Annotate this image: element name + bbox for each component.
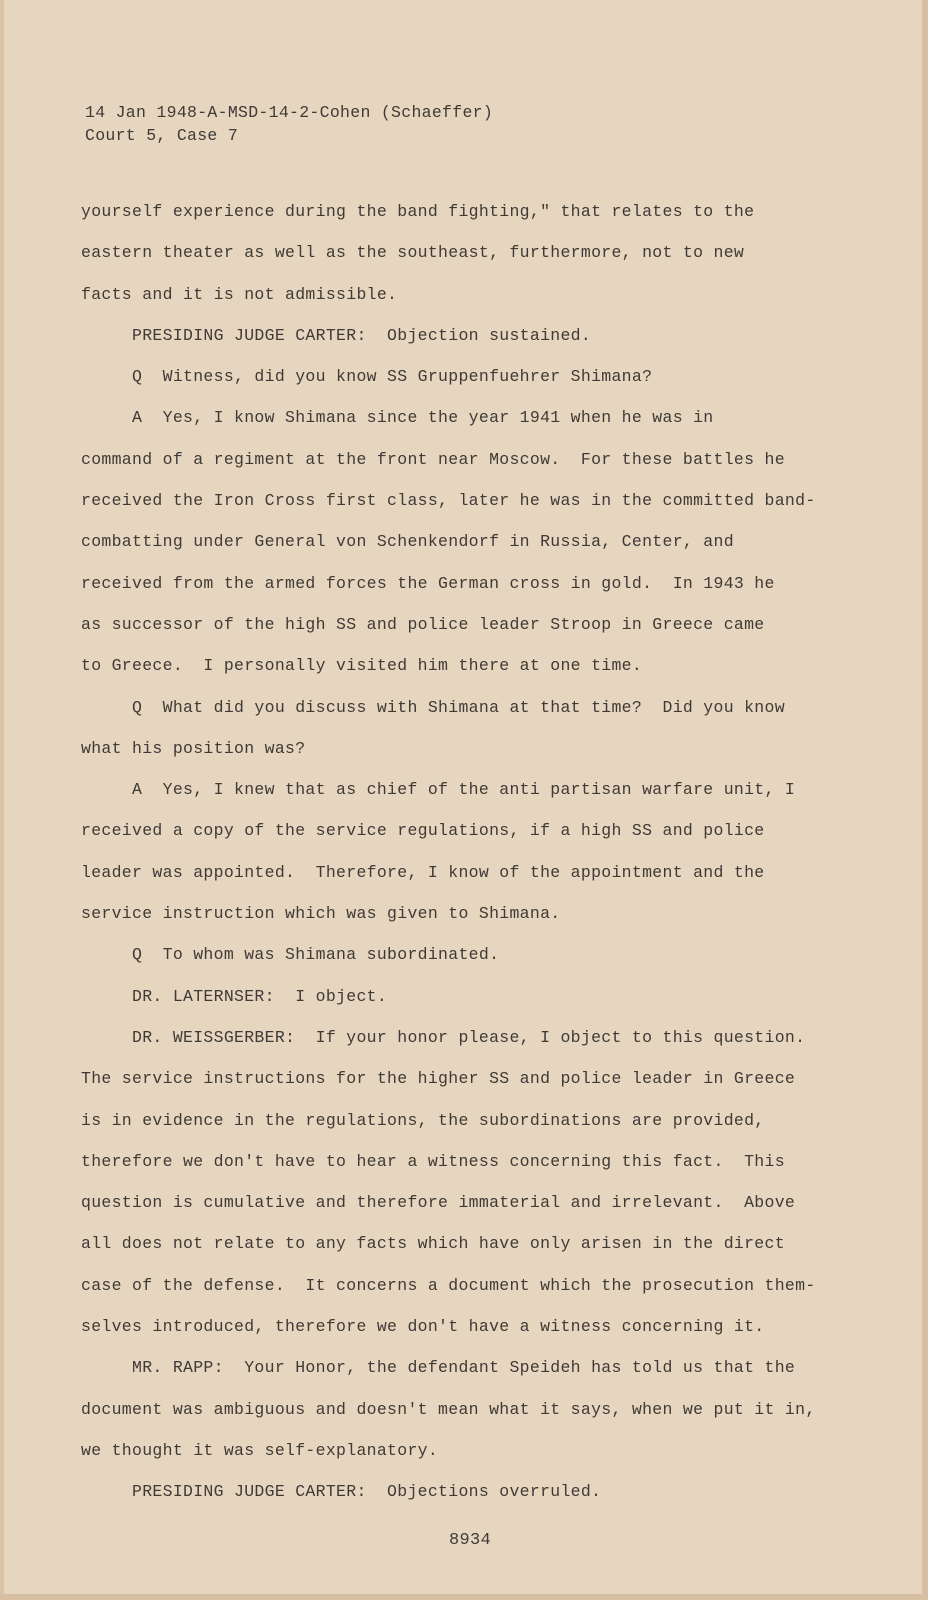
page-edge-right — [922, 0, 928, 1600]
transcript-line: combatting under General von Schenkendorf in Russia, Center, and — [81, 532, 734, 552]
transcript-line: yourself experience during the band fighting," that relates to the — [81, 202, 755, 221]
page-edge-bottom — [0, 1594, 928, 1600]
transcript-line: case of the defense. It concerns a document which the prosecution them- — [81, 1275, 816, 1295]
transcript-line: all does not relate to any facts which have only arisen in the direct — [81, 1234, 785, 1254]
transcript-line: PRESIDING JUDGE CARTER: Objections overruled. — [81, 1482, 602, 1502]
transcript-line: DR. LATERNSER: I object. — [81, 986, 388, 1006]
transcript-line: PRESIDING JUDGE CARTER: Objection sustained. — [81, 325, 592, 345]
transcript-line: received a copy of the service regulations, if a high SS and police — [81, 821, 765, 841]
transcript-line: DR. WEISSGERBER: If your honor please, I object to this question. — [81, 1027, 806, 1047]
transcript-line: is in evidence in the regulations, the subordinations are provided, — [81, 1110, 765, 1130]
header-line-court-case: Court 5, Case 7 — [85, 126, 239, 145]
transcript-line: service instruction which was given to Shimana. — [81, 904, 561, 924]
transcript-line: Q To whom was Shimana subordinated. — [81, 945, 500, 965]
transcript-line: received the Iron Cross first class, later he was in the committed band- — [81, 491, 816, 511]
transcript-line: question is cumulative and therefore immaterial and irrelevant. Above — [81, 1193, 796, 1213]
transcript-line: eastern theater as well as the southeast, furthermore, not to new — [81, 243, 745, 263]
transcript-line: MR. RAPP: Your Honor, the defendant Speideh has told us that the — [81, 1358, 796, 1378]
transcript-line: A Yes, I knew that as chief of the anti partisan warfare unit, I — [81, 780, 796, 800]
page-number: 8934 — [449, 1531, 492, 1550]
transcript-line: document was ambiguous and doesn't mean what it says, when we put it in, — [81, 1399, 816, 1419]
transcript-line: leader was appointed. Therefore, I know of the appointment and the — [81, 862, 765, 882]
transcript-line: as successor of the high SS and police leader Stroop in Greece came — [81, 614, 765, 634]
transcript-line: facts and it is not admissible. — [81, 284, 398, 304]
transcript-line: A Yes, I know Shimana since the year 1941 when he was in — [81, 408, 714, 428]
transcript-line: we thought it was self-explanatory. — [81, 1440, 439, 1460]
document-header — [85, 101, 493, 147]
transcript-line: what his position was? — [81, 738, 306, 758]
transcript-line: to Greece. I personally visited him there at one time. — [81, 656, 643, 676]
transcript-line: The service instructions for the higher SS and police leader in Greece — [81, 1069, 796, 1089]
page-edge-left — [0, 0, 4, 1600]
transcript-line: Q What did you discuss with Shimana at that time? Did you know — [81, 697, 785, 717]
transcript-body — [81, 201, 871, 1523]
transcript-line: Q Witness, did you know SS Gruppenfuehrer Shimana? — [81, 367, 653, 387]
transcript-line: therefore we don't have to hear a witness concerning this fact. This — [81, 1151, 785, 1171]
header-line-date-reference: 14 Jan 1948-A-MSD-14-2-Cohen (Schaeffer) — [85, 103, 494, 122]
transcript-line: selves introduced, therefore we don't have a witness concerning it. — [81, 1317, 765, 1337]
transcript-line: command of a regiment at the front near Moscow. For these battles he — [81, 449, 785, 469]
transcript-line: received from the armed forces the German cross in gold. In 1943 he — [81, 573, 775, 593]
